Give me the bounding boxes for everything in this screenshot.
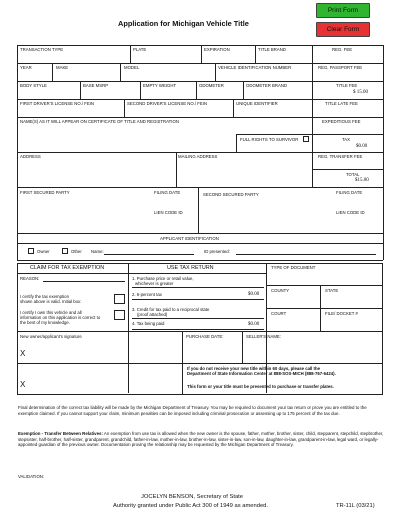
six-percent-label: 2. 6-percent tax bbox=[132, 292, 162, 297]
exemption-heading: Exemption - Transfer Between Relatives: bbox=[18, 431, 103, 436]
print-form-button[interactable]: Print Form bbox=[316, 3, 370, 18]
body-style-label: BODY STYLE bbox=[20, 83, 47, 88]
lien-code-label: LIEN CODE ID bbox=[154, 210, 183, 215]
notice-line2: Department of State Information Center at 888-SOS-MICH (888-767-6424). bbox=[187, 371, 336, 376]
reg-fee-label: REG. FEE bbox=[332, 47, 353, 52]
model-label: MODEL bbox=[124, 65, 140, 70]
full-rights-checkbox[interactable] bbox=[303, 136, 309, 142]
odometer-brand-label: ODOMETER BRAND bbox=[246, 83, 288, 88]
full-rights-label: FULL RIGHTS TO SURVIVOR bbox=[240, 137, 299, 142]
type-of-document-label: TYPE OF DOCUMENT bbox=[271, 265, 316, 270]
form-id: TR-11L (03/21) bbox=[336, 503, 375, 509]
filing-date-2-label: FILING DATE bbox=[336, 190, 363, 195]
certify-own-line2: information on this application is correct to bbox=[20, 315, 101, 320]
total-label: TOTAL bbox=[346, 172, 360, 177]
reg-transfer-fee-label: REG. TRANSFER FEE bbox=[318, 154, 363, 159]
six-percent-value: $0.00 bbox=[248, 292, 260, 297]
notice-line3: This form or your title must be presented to purchase or transfer plates. bbox=[187, 384, 334, 389]
exemption-paragraph bbox=[18, 431, 384, 448]
sellers-name-label: SELLER'S NAME: bbox=[246, 334, 281, 339]
certify-exemption-line1: I certify the tax exemption bbox=[20, 294, 69, 299]
expiration-label: EXPIRATION bbox=[204, 47, 230, 52]
purchase-date-label: PURCHASE DATE: bbox=[186, 334, 224, 339]
first-license-label: FIRST DRIVER'S LICENSE NO./ FEIN bbox=[20, 101, 95, 106]
validation-label: VALIDATION: bbox=[18, 474, 45, 479]
own-initial-box[interactable] bbox=[114, 310, 125, 320]
credit-line1: 3. Credit for tax paid to a reciprocal state bbox=[132, 307, 210, 312]
owner-checkbox[interactable] bbox=[28, 248, 34, 254]
other-label: Other bbox=[71, 249, 82, 254]
title-fee-value: $ 15.00 bbox=[353, 90, 368, 95]
year-label: YEAR bbox=[20, 65, 32, 70]
certify-own-line3: the best of my knowledge. bbox=[20, 320, 70, 325]
reg-passport-fee-label: REG. PASSPORT FEE bbox=[318, 65, 363, 70]
tax-being-paid-label: 4. Tax being paid bbox=[132, 321, 165, 326]
file-docket-label: FILE/ DOCKET # bbox=[325, 311, 358, 316]
county-label: COUNTY bbox=[271, 288, 290, 293]
court-label: COURT bbox=[271, 311, 287, 316]
clear-form-button[interactable]: Clear Form bbox=[316, 22, 370, 37]
claim-exemption-header: CLAIM FOR TAX EXEMPTION bbox=[30, 265, 105, 271]
purchase-price-line1: 1. Purchase price or retail value, bbox=[132, 276, 194, 281]
plate-label: PLATE bbox=[133, 47, 147, 52]
first-secured-label: FIRST SECURED PARTY bbox=[20, 190, 70, 195]
expeditious-fee-label: EXPEDITIOUS FEE bbox=[322, 119, 361, 124]
make-label: MAKE bbox=[56, 65, 69, 70]
signature-x-mark: X bbox=[20, 349, 26, 358]
title-fee-label: TITLE FEE bbox=[336, 83, 358, 88]
purchase-price-line2: whichever is greater bbox=[135, 281, 174, 286]
authority-text: Authority granted under Public Act 300 of 1949 as amended. bbox=[113, 503, 269, 509]
unique-identifier-label: UNIQUE IDENTIFIER bbox=[236, 101, 278, 106]
new-owner-signature-label: New owner/applicant's signature bbox=[20, 334, 82, 339]
form-title: Application for Michigan Vehicle Title bbox=[118, 19, 249, 28]
name-label: Name: bbox=[91, 249, 104, 254]
signature-x-mark-2: X bbox=[20, 380, 26, 389]
transaction-type-label: TRANSACTION TYPE bbox=[20, 47, 64, 52]
second-license-label: SECOND DRIVER'S LICENSE NO./ FEIN bbox=[127, 101, 208, 106]
title-brand-label: TITLE BRAND bbox=[258, 47, 286, 52]
signer-name: JOCELYN BENSON, Secretary of State bbox=[141, 494, 244, 500]
certify-own-line1: I certify I own this vehicle and all bbox=[20, 310, 82, 315]
title-late-fee-label: TITLE LATE FEE bbox=[325, 101, 358, 106]
mailing-address-label: MAILING ADDRESS bbox=[178, 154, 218, 159]
applicant-id-label: APPLICANT IDENTIFICATION bbox=[160, 236, 219, 241]
filing-date-label: FILING DATE bbox=[154, 190, 181, 195]
empty-weight-label: EMPTY WEIGHT bbox=[143, 83, 177, 88]
second-secured-label: SECOND SECURED PARTY bbox=[203, 192, 259, 197]
credit-line2: (proof attached) bbox=[137, 312, 168, 317]
certify-exemption-line2: shown above is valid. Initial box: bbox=[20, 299, 82, 304]
use-tax-header: USE TAX RETURN bbox=[167, 265, 214, 271]
total-value: $15.00 bbox=[355, 178, 369, 183]
id-presented-label: ID presented: bbox=[204, 249, 230, 254]
tax-being-paid-value: $0.00 bbox=[248, 322, 260, 327]
reason-label: REASON: bbox=[20, 276, 40, 281]
state-label: STATE bbox=[325, 288, 339, 293]
base-msrp-label: BASE MSRP bbox=[83, 83, 109, 88]
address-label: ADDRESS bbox=[20, 154, 41, 159]
names-label: NAME(S) AS IT WILL APPEAR ON CERTIFICATE OF TITLE AND REGISTRATION bbox=[20, 119, 179, 124]
exemption-initial-box[interactable] bbox=[114, 294, 125, 304]
exemption-text: An exemption from use tax is allowed when the new owner is the spouse, father, mother, brother, sister, child, stepparent, stepchild, stepbrother, stepsister, half-brother, half-sister, grandparent, grandchild, father-in-law, mother-in-law, brother-in-law, sister-in-law, son-in-law, daughter-in-law, grandparent-in-law, legal ward, or legally-appointed guardian of the previous owner. Documentation proving the relationship may be requested by the Michigan Department of Treasury. bbox=[18, 431, 384, 448]
tax-liability-paragraph: Final determination of the correct tax liability will be made by the Michigan Department of Treasury. You may be required to document your tax return or prove you are entitled to the exemption claimed. If you cannot support your claim, minimum penalties can be imposed including criminal prosecution or assessing up to 175 percent of the tax due. bbox=[18, 405, 367, 416]
other-checkbox[interactable] bbox=[62, 248, 68, 254]
owner-label: Owner bbox=[37, 249, 50, 254]
lien-code-2-label: LIEN CODE ID bbox=[336, 210, 365, 215]
tax-value: $0.00 bbox=[356, 144, 368, 149]
tax-label: TAX bbox=[342, 137, 351, 142]
notice-line1: If you do not receive your new title within 60 days, please call the bbox=[187, 366, 321, 371]
odometer-label: ODOMETER bbox=[199, 83, 224, 88]
vin-label: VEHICLE IDENTIFICATION NUMBER bbox=[218, 65, 292, 70]
